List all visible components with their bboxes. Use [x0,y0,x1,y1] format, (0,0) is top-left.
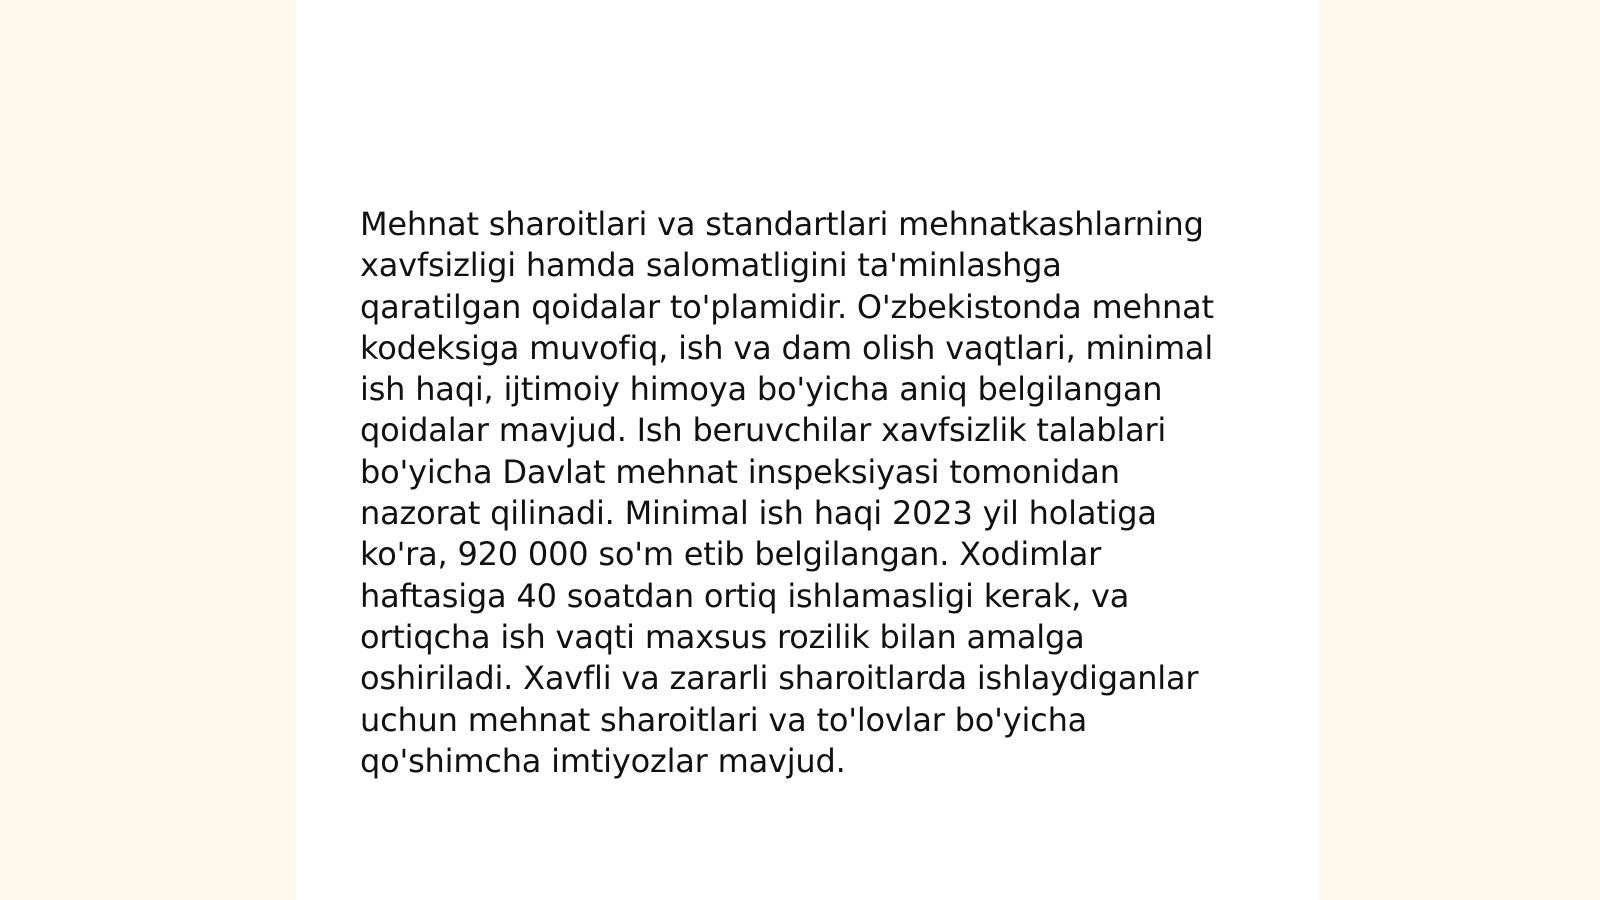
paragraph-line-4: kodeksiga muvofiq, ish va dam olish vaqtlari, minimal [360,328,1214,367]
paragraph-line-10: haftasiga 40 soatdan ortiq ishlamasligi kerak, va [360,576,1130,615]
paragraph-line-7: bo'yicha Davlat mehnat inspeksiyasi tomonidan [360,452,1120,491]
paragraph-line-13: uchun mehnat sharoitlari va to'lovlar bo'yicha [360,700,1088,739]
paragraph-line-14: qo'shimcha imtiyozlar mavjud. [360,741,846,780]
paragraph-line-5: ish haqi, ijtimoiy himoya bo'yicha aniq belgilangan [360,370,1163,409]
paragraph-line-1: Mehnat sharoitlari va standartlari mehnatkashlarning [360,205,1204,243]
paragraph-line-3: qaratilgan qoidalar to'plamidir. O'zbekistonda mehnat [360,287,1214,326]
paragraph-line-8: nazorat qilinadi. Minimal ish haqi 2023 yil holatiga [360,494,1157,533]
paragraph-line-2: xavfsizligi hamda salomatligini ta'minlashga [360,246,1062,285]
paragraph-line-6: qoidalar mavjud. Ish beruvchilar xavfsizlik talablari [360,411,1167,450]
paragraph-line-11: ortiqcha ish vaqti maxsus rozilik bilan amalga [360,617,1085,656]
paragraph-line-9: ko'ra, 920 000 so'm etib belgilangan. Xodimlar [360,535,1102,574]
paragraph-line-12: oshiriladi. Xavfli va zararli sharoitlarda ishlaydiganlar [360,659,1199,698]
document-page [296,0,1319,900]
body-paragraph [360,204,1250,782]
